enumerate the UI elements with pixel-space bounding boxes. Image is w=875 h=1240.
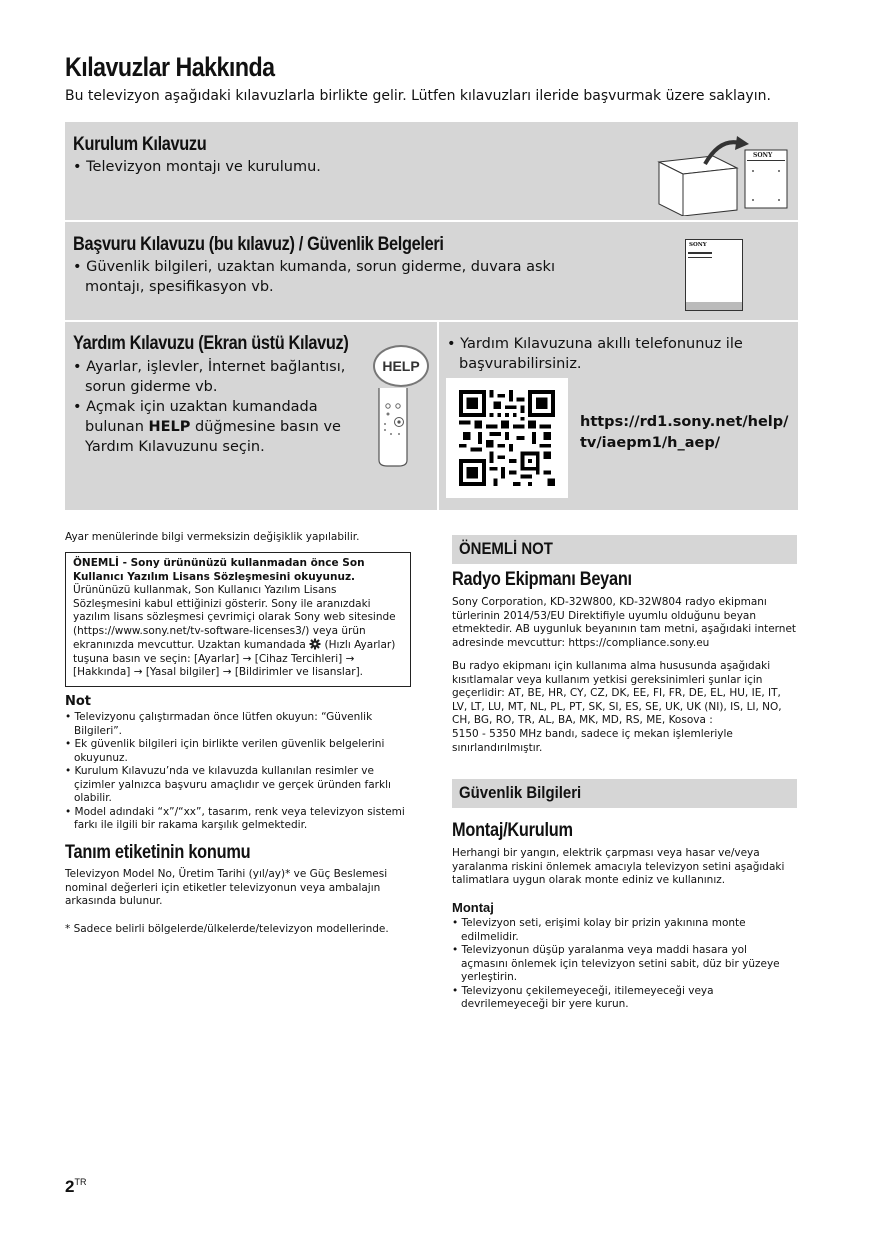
arrow-icon bbox=[735, 136, 749, 150]
reference-guide-heading: Başvuru Kılavuzu (bu kılavuz) / Güvenlik Belgeleri bbox=[73, 234, 444, 255]
radio-declaration-heading: Radyo Ekipmanı Beyanı bbox=[452, 569, 632, 590]
page-number: $2^{TR}$ bbox=[65, 1177, 87, 1196]
page-lang: TR bbox=[74, 1177, 87, 1187]
license-notice-bold: ÖNEMLİ - Sony ürününüzü kullanmadan önce Son Kullanıcı Yazılım Lisans Sözleşmesini okuyunuz. bbox=[73, 557, 365, 583]
license-notice-box bbox=[65, 552, 411, 687]
important-note-heading: ÖNEMLİ NOT bbox=[459, 539, 553, 558]
help-guide-smartphone-text: • Yardım Kılavuzuna akıllı telefonunuz ile başvurabilirsiniz. bbox=[447, 336, 743, 372]
list-item: • Kurulum Kılavuzu’nda ve kılavuzda kullanılan resimler ve çizimler yalnızca başvuru amaçlıdır ve gerçek üründen farklı olabilir. bbox=[65, 765, 391, 804]
reference-guide-panel bbox=[65, 222, 798, 320]
mounting-heading: Montaj/Kurulum bbox=[452, 820, 573, 841]
setup-guide-heading: Kurulum Kılavuzu bbox=[73, 134, 207, 155]
setup-guide-logo: SONY bbox=[753, 152, 773, 159]
reference-guide-bullet-line1: • Güvenlik bilgileri, uzaktan kumanda, sorun giderme, duvara askı bbox=[73, 259, 555, 275]
montaj-list bbox=[452, 917, 797, 1012]
footnote: * Sadece belirli bölgelerde/ülkelerde/televizyon modellerinde. bbox=[65, 923, 389, 935]
list-item: • Ek güvenlik bilgileri için birlikte verilen güvenlik belgelerini okuyunuz. bbox=[65, 738, 385, 764]
help-guide-bullets bbox=[73, 357, 353, 457]
radio-declaration-text-2: Bu radyo ekipmanı için kullanıma alma hususunda aşağıdaki kısıtlamalar veya kullanım yetkisi gereksinimleri şunlar için geçerlidir: AT, BE, HR, CY, CZ, DK, EE, FI, FR, DE, EL, HU, IE, IT, LV, LT, LU, MT, NL, PL, PT, SK, SI, ES, SE, UK, UK (NI), IS, LI, NO, CH, BG, RO, TR, AL, BA, MK, MD, RS, ME, Kosova : bbox=[452, 660, 782, 726]
help-guide-url[interactable] bbox=[580, 412, 795, 454]
reference-guide-bullet-line2: montajı, spesifikasyon vb. bbox=[85, 279, 274, 295]
help-guide-url-line1: https://rd1.sony.net/help/ bbox=[580, 414, 789, 430]
help-guide-bullet-2: • Açmak için uzaktan kumandada bulunan HELP düğmesine basın ve Yardım Kılavuzunu seçin. bbox=[73, 399, 341, 455]
reference-guide-logo: SONY bbox=[689, 242, 707, 248]
label-location-text: Televizyon Model No, Üretim Tarihi (yıl/ay)* ve Güç Beslemesi nominal değerleri için etiketler televizyonun veya ambalajın arkasında bulunur. bbox=[65, 868, 388, 907]
list-item: • Televizyonu çekilemeyeceği, itilemeyeceği veya devrilemeyeceği bir yere kurun. bbox=[452, 984, 714, 1010]
setup-guide-panel bbox=[65, 122, 798, 220]
license-notice-text: Ürününüzü kullanmak, Son Kullanıcı Yazılım Lisans Sözleşmesini kabul ettiğinizi gösterir. Sony ile aranızdaki yazılım lisans sözleşmesi çevrimiçi olarak Sony web sitesinde (https://www.sony.net/tv-software-licenses3/) veya ürün ekranınızda mevcuttur. Uzaktan kumandada bbox=[73, 584, 396, 651]
help-guide-url-line2: tv/iaepm1/h_aep/ bbox=[580, 435, 721, 451]
radio-declaration-text-1: Sony Corporation, KD-32W800, KD-32W804 radyo ekipmanı türlerinin 2014/53/EU Direktifiyle uyumlu olduğunu beyan etmektedir. AB uygunluk beyanının tam metni, aşağıdaki internet adresinde mevcuttur: https://compliance.sony.eu bbox=[452, 596, 797, 649]
radio-declaration-text-3: 5150 - 5350 MHz bandı, sadece iç mekan işlemleriyle sınırlandırılmıştır. bbox=[452, 728, 733, 754]
setup-guide-box-illustration bbox=[653, 136, 793, 216]
important-note-bar bbox=[452, 535, 797, 564]
license-notice-text-2: (Hızlı Ayarlar) tuşuna basın ve seçin: [Ayarlar] → [Cihaz Tercihleri] → [Hakkında] → [Yasal bilgiler] → [Bildirimler ve lisanslar]. bbox=[73, 639, 396, 678]
settings-change-note: Ayar menülerinde bilgi vermeksizin değişiklik yapılabilir. bbox=[65, 531, 360, 543]
gear-icon bbox=[309, 638, 321, 650]
list-item: • Model adındaki “x”/“xx”, tasarım, renk veya televizyon sistemi farkı ile ilgili bir rakama karşılık gelmektedir. bbox=[65, 805, 405, 831]
remote-control-icon bbox=[377, 388, 411, 468]
safety-info-heading: Güvenlik Bilgileri bbox=[459, 783, 582, 802]
page-intro: Bu televizyon aşağıdaki kılavuzlarla birlikte gelir. Lütfen kılavuzları ileride başvurmak üzere saklayın. bbox=[65, 88, 771, 104]
reference-manual-illustration bbox=[685, 239, 743, 311]
mounting-text: Herhangi bir yangın, elektrik çarpması veya hasar ve/veya yaralanma riskini önlemek amacıyla televizyon setini aşağıdaki talimatlara uygun olarak monte ediniz ve kullanınız. bbox=[452, 847, 785, 886]
list-item: • Televizyonun düşüp yaralanma veya maddi hasara yol açmasını önlemek için televizyon setini sabit, düz bir yüzeye yerleştirin. bbox=[452, 944, 780, 983]
help-button-badge: HELP bbox=[373, 345, 429, 387]
note-heading: Not bbox=[65, 694, 92, 709]
qr-code bbox=[446, 378, 568, 498]
note-list bbox=[65, 711, 410, 833]
safety-info-bar bbox=[452, 779, 797, 808]
list-item: • Televizyonu çalıştırmadan önce lütfen okuyun: “Güvenlik Bilgileri”. bbox=[65, 711, 373, 737]
montaj-subheading: Montaj bbox=[452, 900, 494, 915]
help-guide-bullet-1: • Ayarlar, işlevler, İnternet bağlantısı, sorun giderme vb. bbox=[73, 359, 346, 395]
reference-guide-bullet bbox=[73, 257, 555, 297]
page-title: Kılavuzlar Hakkında bbox=[65, 52, 275, 82]
setup-guide-bullet: • Televizyon montajı ve kurulumu. bbox=[73, 159, 321, 175]
list-item: • Televizyon seti, erişimi kolay bir prizin yakınına monte edilmelidir. bbox=[452, 917, 746, 943]
help-guide-heading: Yardım Kılavuzu (Ekran üstü Kılavuz) bbox=[73, 333, 349, 354]
label-location-heading: Tanım etiketinin konumu bbox=[65, 842, 251, 863]
